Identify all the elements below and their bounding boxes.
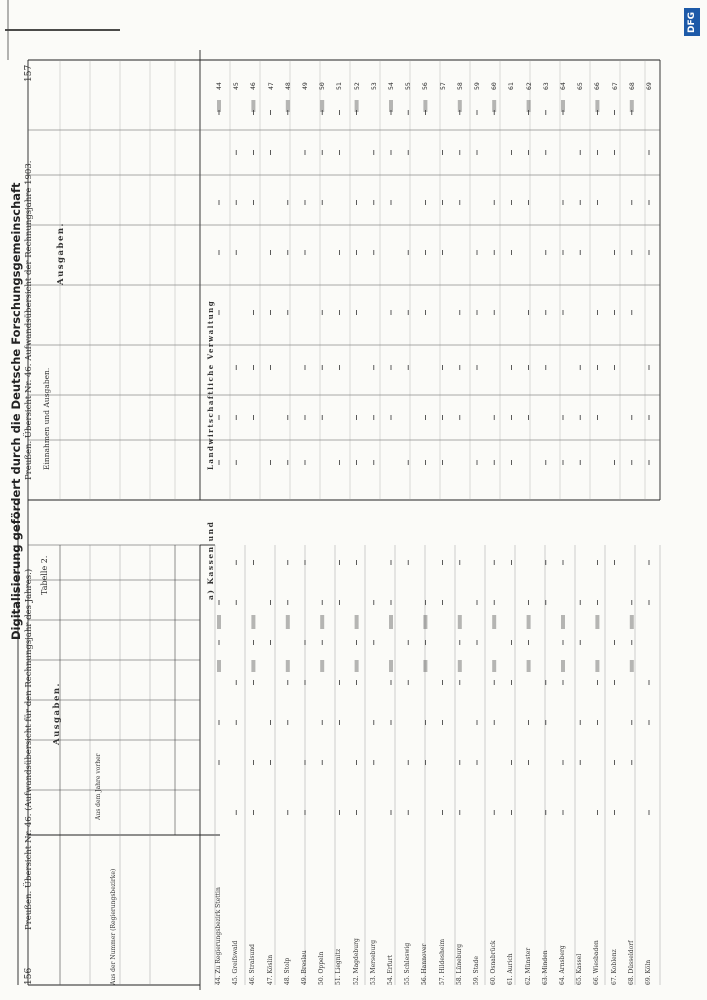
dfg-logo: DFG bbox=[684, 8, 700, 36]
left-row-label: 47. Köslin bbox=[266, 954, 274, 985]
figure-value bbox=[217, 100, 221, 112]
figure-value bbox=[389, 100, 393, 112]
figure-value bbox=[423, 660, 427, 672]
figure-value bbox=[286, 660, 290, 672]
right-row-number: 59 bbox=[473, 82, 481, 90]
right-row-number: 51 bbox=[335, 82, 344, 90]
left-row-label: 69. Köln bbox=[645, 959, 652, 985]
figure-value bbox=[458, 615, 462, 629]
right-row-number: 47 bbox=[266, 82, 275, 90]
figure-value bbox=[492, 100, 496, 112]
figure-value bbox=[630, 615, 634, 629]
right-row-number: 66 bbox=[593, 82, 602, 90]
right-row-number: 65 bbox=[576, 82, 585, 90]
figure-value bbox=[630, 660, 634, 672]
figure-value bbox=[492, 615, 496, 629]
left-row-label: 51. Liegnitz bbox=[335, 948, 343, 985]
right-section-title-2: Landwirtschaftliche Verwaltung bbox=[206, 299, 215, 470]
left-row-label: 57. Hildesheim bbox=[438, 938, 446, 985]
left-section-title: a) Kassen und bbox=[206, 520, 215, 600]
left-page-number: 156 bbox=[24, 967, 34, 985]
left-row-label: 48. Stolp bbox=[283, 957, 291, 985]
left-row-label: 49. Breslau bbox=[301, 950, 308, 985]
right-row-number: 46 bbox=[249, 82, 258, 90]
right-page-number: 157 bbox=[24, 64, 34, 82]
figure-value bbox=[217, 660, 221, 672]
left-row-label: 68. Düsseldorf bbox=[627, 940, 635, 985]
right-row-number: 63 bbox=[541, 82, 550, 90]
right-row-number: 68 bbox=[627, 82, 636, 90]
left-row-label: 46. Stralsund bbox=[249, 944, 257, 985]
left-col-heading: Aus dem Jahre vorher bbox=[95, 753, 102, 820]
right-row-number: 49 bbox=[301, 82, 309, 90]
right-row-number: 60 bbox=[490, 82, 499, 90]
figure-value bbox=[423, 615, 427, 629]
figure-value bbox=[595, 660, 599, 672]
figure-value bbox=[251, 100, 255, 112]
right-row-number: 52 bbox=[352, 82, 361, 90]
right-row-number: 61 bbox=[507, 82, 516, 90]
left-row-label: 52. Magdeburg bbox=[352, 938, 360, 985]
left-row-label: 67. Koblenz bbox=[610, 949, 618, 985]
left-row-label: 62. Münster bbox=[524, 947, 532, 985]
right-header-title: Ausgaben. bbox=[56, 221, 66, 285]
right-row-number: 56 bbox=[421, 82, 430, 90]
left-row-label: 59. Stade bbox=[473, 956, 480, 985]
figure-value bbox=[458, 100, 462, 112]
left-row-label: 44. Zu Regierungsbezirk Stettin bbox=[215, 887, 222, 985]
right-running-head: Preußen. Übersicht Nr. 46. Aufwandsübersicht der Rechnungsjahre 1903. bbox=[24, 160, 34, 480]
left-row-label: 55. Schleswig bbox=[404, 942, 412, 985]
figure-value bbox=[595, 100, 599, 112]
left-row-label: 66. Wiesbaden bbox=[593, 940, 601, 985]
left-row-label: 50. Oppeln bbox=[318, 951, 326, 985]
left-row-label: 65. Kassel bbox=[576, 953, 584, 985]
left-table-label: Tabelle 2. bbox=[40, 555, 49, 595]
figure-value bbox=[561, 100, 565, 112]
left-row-label: 58. Lüneburg bbox=[455, 943, 463, 985]
figure-value bbox=[251, 660, 255, 672]
left-row-label: 61. Aurich bbox=[507, 953, 515, 985]
figure-value bbox=[561, 615, 565, 629]
figure-value bbox=[355, 100, 359, 112]
left-row-label: 53. Merseburg bbox=[369, 939, 377, 985]
right-row-number: 64 bbox=[559, 82, 567, 90]
figure-value bbox=[286, 100, 290, 112]
figure-value bbox=[527, 615, 531, 629]
figure-value bbox=[286, 615, 290, 629]
right-row-number: 67 bbox=[610, 82, 619, 90]
right-row-number: 58 bbox=[455, 82, 464, 90]
figure-value bbox=[527, 100, 531, 112]
figure-value bbox=[355, 615, 359, 629]
figure-value bbox=[320, 615, 324, 629]
left-row-label: 56. Hannover bbox=[421, 943, 429, 985]
dfg-watermark-text: Digitalisierung gefördert durch die Deutsche Forschungsgemeinschaft bbox=[9, 182, 23, 640]
right-row-number: 44 bbox=[215, 82, 223, 90]
right-row-number: 57 bbox=[438, 82, 447, 90]
figure-value bbox=[492, 660, 496, 672]
figure-value bbox=[458, 660, 462, 672]
figure-value bbox=[423, 100, 427, 112]
figure-value bbox=[355, 660, 359, 672]
right-row-number: 69 bbox=[645, 82, 653, 90]
left-header-title: Ausgaben. bbox=[52, 681, 62, 745]
figure-value bbox=[217, 615, 221, 629]
figure-value bbox=[251, 615, 255, 629]
figure-value bbox=[389, 615, 393, 629]
figure-value bbox=[320, 100, 324, 112]
figure-value bbox=[595, 615, 599, 629]
right-row-number: 55 bbox=[404, 82, 413, 90]
left-running-head: Preußen. Übersicht Nr. 46. (Aufwandsübersicht für den Rechnungsjahr des Jahres.) bbox=[24, 568, 34, 930]
right-row-number: 50 bbox=[318, 82, 327, 90]
figure-value bbox=[561, 660, 565, 672]
figure-value bbox=[389, 660, 393, 672]
left-row-label-title: Aus der Nummer (Regierungsbezirke) bbox=[110, 868, 117, 985]
right-row-number: 62 bbox=[524, 82, 533, 90]
left-row-label: 63. Minden bbox=[541, 950, 549, 985]
figure-value bbox=[630, 100, 634, 112]
right-row-number: 54 bbox=[387, 82, 395, 90]
figure-value bbox=[527, 660, 531, 672]
left-row-label: 54. Erfurt bbox=[387, 954, 394, 985]
left-row-label: 64. Arnsberg bbox=[559, 945, 566, 985]
right-row-number: 45 bbox=[232, 82, 241, 90]
left-row-label: 60. Osnabrück bbox=[490, 940, 498, 985]
right-row-number: 53 bbox=[369, 82, 378, 90]
right-row-number: 48 bbox=[283, 82, 292, 90]
left-row-label: 45. Greifswald bbox=[232, 940, 240, 985]
figure-value bbox=[320, 660, 324, 672]
right-section-title: Einnahmen und Ausgaben. bbox=[42, 367, 51, 470]
